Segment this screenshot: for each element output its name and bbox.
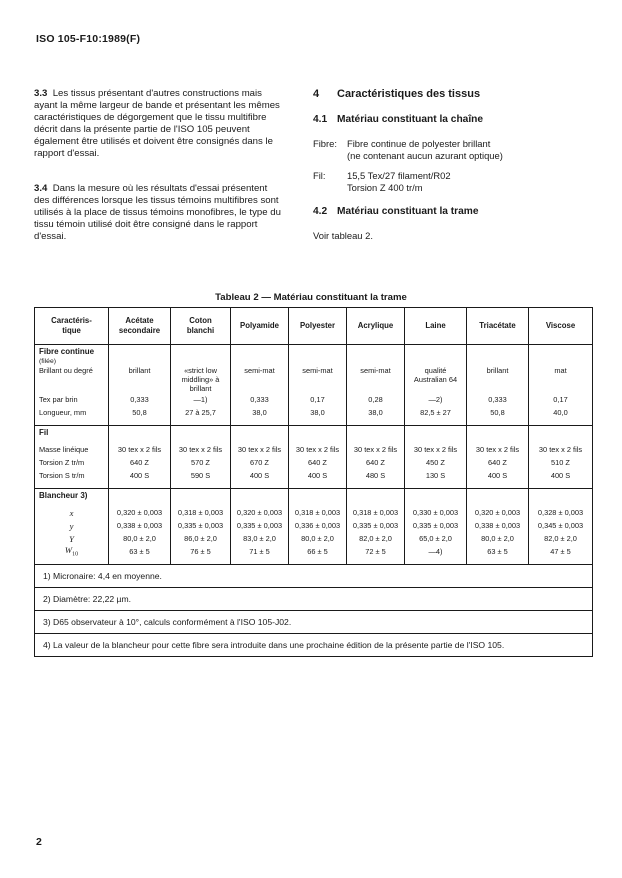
table-cell	[347, 345, 405, 357]
table-footnote-row	[35, 565, 593, 588]
row-label: Torsion Z tr/m	[35, 456, 109, 469]
table-cell: 76 ± 5	[171, 545, 231, 558]
table-cell: 0,333	[231, 393, 289, 406]
table-cell	[529, 489, 593, 501]
table-cell: 570 Z	[171, 456, 231, 469]
table-cell	[171, 345, 231, 357]
table-cell: 0,320 ± 0,003	[231, 506, 289, 519]
table-cell: 83,0 ± 2,0	[231, 532, 289, 545]
table-footnote-row	[35, 634, 593, 657]
row-label: Brillant ou degré	[35, 366, 109, 393]
table-cell: 400 S	[289, 469, 347, 482]
table-cell: 30 tex x 2 fils	[529, 443, 593, 456]
table-cell: 670 Z	[231, 456, 289, 469]
table-cell: 38,0	[231, 406, 289, 419]
table-cell: 400 S	[467, 469, 529, 482]
table-cell: 27 à 25,7	[171, 406, 231, 419]
row-label: Y	[35, 532, 109, 545]
footnote: 4) La valeur de la blancheur pour cette fibre sera introduite dans une prochaine édition de la présente partie de l'ISO 105.	[35, 634, 593, 657]
row-label: Longueur, mm	[35, 406, 109, 419]
section-title: Blancheur 3)	[35, 489, 109, 501]
table-cell	[231, 489, 289, 501]
table-cell: 80,0 ± 2,0	[467, 532, 529, 545]
table-cell	[109, 489, 171, 501]
table-cell: 30 tex x 2 fils	[347, 443, 405, 456]
table-cell: 400 S	[529, 469, 593, 482]
table-cell: 71 ± 5	[231, 545, 289, 558]
row-label: Tex par brin	[35, 393, 109, 406]
section-subtitle-row	[35, 356, 593, 366]
section-subtitle: (filée)	[35, 356, 109, 366]
footnote: 3) D65 observateur à 10°, calculs conformément à l'ISO 105-J02.	[35, 611, 593, 634]
paragraph-number: 3.4	[34, 183, 48, 194]
table-row	[35, 406, 593, 419]
table-cell	[289, 426, 347, 438]
table-cell: 0,335 ± 0,003	[171, 519, 231, 532]
table-cell: 63 ± 5	[467, 545, 529, 558]
table-caption: Tableau 2 — Matériau constituant la trame	[215, 292, 407, 303]
table-cell	[289, 356, 347, 366]
section-fil	[35, 426, 593, 438]
section-heading-4: 4 Caractéristiques des tissus	[313, 88, 481, 100]
section-fibre-continue	[35, 345, 593, 357]
table-cell: brillant	[109, 366, 171, 393]
table-cell	[289, 489, 347, 501]
table-cell	[347, 356, 405, 366]
table-cell: qualité Australian 64	[405, 366, 467, 393]
page-number: 2	[36, 836, 42, 848]
table-cell	[467, 356, 529, 366]
table-cell	[171, 489, 231, 501]
paragraph-3-3	[34, 88, 284, 160]
table-cell	[289, 345, 347, 357]
table-row	[35, 393, 593, 406]
table-cell: 50,8	[109, 406, 171, 419]
row-label: x	[35, 506, 109, 519]
section-heading-4-1: 4.1 Matériau constituant la chaîne	[313, 114, 484, 125]
table-row	[35, 443, 593, 456]
table-cell: 640 Z	[109, 456, 171, 469]
table-header-row	[35, 308, 593, 345]
table-cell: 72 ± 5	[347, 545, 405, 558]
table-cell: 0,338 ± 0,003	[109, 519, 171, 532]
table-cell	[529, 426, 593, 438]
table-cell: 130 S	[405, 469, 467, 482]
table-cell	[405, 356, 467, 366]
definition-value: 15,5 Tex/27 filament/R02 Torsion Z 400 tr/m	[347, 170, 451, 193]
table-cell: 0,330 ± 0,003	[405, 506, 467, 519]
table-body	[35, 345, 593, 657]
table-cell: 82,0 ± 2,0	[347, 532, 405, 545]
material-table	[34, 307, 593, 657]
table-cell: 640 Z	[347, 456, 405, 469]
footnote: 1) Micronaire: 4,4 en moyenne.	[35, 565, 593, 588]
table-row	[35, 456, 593, 469]
table-cell	[171, 356, 231, 366]
table-cell: 30 tex x 2 fils	[405, 443, 467, 456]
table-cell: 0,335 ± 0,003	[347, 519, 405, 532]
table-cell	[347, 489, 405, 501]
section-blancheur	[35, 489, 593, 501]
table-row	[35, 532, 593, 545]
table-row	[35, 545, 593, 558]
table-cell	[467, 426, 529, 438]
document-header: ISO 105-F10:1989(F)	[36, 33, 141, 45]
table-row	[35, 506, 593, 519]
table-cell: 80,0 ± 2,0	[109, 532, 171, 545]
column-header: Triacétate	[467, 308, 529, 345]
section-title: Fil	[35, 426, 109, 438]
table-cell: semi-mat	[231, 366, 289, 393]
definition-value: Fibre continue de polyester brillant (ne contenant aucun azurant optique)	[347, 138, 503, 161]
table-footnote-row	[35, 588, 593, 611]
section-heading-4-2: 4.2 Matériau constituant la trame	[313, 206, 479, 217]
paragraph-text: Dans la mesure où les résultats d'essai présentent des différences lorsque les tissus témoins multifibres sont utilisés à la place de tissus témoins monofibres, le type du tissu témoin utilisé doit être consigné dans le rapport d'essai.	[34, 183, 281, 242]
table-cell	[231, 345, 289, 357]
table-cell: 510 Z	[529, 456, 593, 469]
table-cell	[529, 356, 593, 366]
table-cell	[467, 345, 529, 357]
table-cell: 590 S	[171, 469, 231, 482]
definition-label: Fibre:	[313, 138, 337, 149]
table-cell	[405, 345, 467, 357]
table-cell	[171, 426, 231, 438]
table-cell: —2)	[405, 393, 467, 406]
table-cell: 450 Z	[405, 456, 467, 469]
column-header: Caractéris- tique	[35, 308, 109, 345]
table-cell: —4)	[405, 545, 467, 558]
table-cell: 65,0 ± 2,0	[405, 532, 467, 545]
table-cell	[405, 426, 467, 438]
table-cell	[109, 345, 171, 357]
table-cell: 30 tex x 2 fils	[109, 443, 171, 456]
table-cell: 0,333	[467, 393, 529, 406]
table-cell: 0,338 ± 0,003	[467, 519, 529, 532]
table-cell: brillant	[467, 366, 529, 393]
table-cell: «strict low middling» à brillant	[171, 366, 231, 393]
paragraph-text: Les tissus présentant d'autres constructions mais ayant la même largeur de bande et présentant les mêmes caractéristiques de dégorgement que le tissu multifibre décrit dans la présente partie de l'ISO 105 peuvent également être utilisés et doivent être consignés dans le rapport d'essai.	[34, 88, 280, 159]
row-label: Torsion S tr/m	[35, 469, 109, 482]
table-cell: 50,8	[467, 406, 529, 419]
table-cell: 63 ± 5	[109, 545, 171, 558]
row-label: $W_{10}$	[35, 545, 109, 558]
table-cell: 82,5 ± 27	[405, 406, 467, 419]
table-cell	[109, 426, 171, 438]
table-cell: 30 tex x 2 fils	[231, 443, 289, 456]
table-cell: 0,335 ± 0,003	[405, 519, 467, 532]
table-cell: 400 S	[109, 469, 171, 482]
table-cell: 82,0 ± 2,0	[529, 532, 593, 545]
table-cell: 0,17	[529, 393, 593, 406]
table-cell: 400 S	[231, 469, 289, 482]
definition-label: Fil:	[313, 170, 326, 181]
table-row	[35, 519, 593, 532]
table-cell: 86,0 ± 2,0	[171, 532, 231, 545]
table-cell: 0,345 ± 0,003	[529, 519, 593, 532]
table-cell: 0,28	[347, 393, 405, 406]
table-cell: mat	[529, 366, 593, 393]
table-cell	[231, 356, 289, 366]
table-cell: 0,17	[289, 393, 347, 406]
table-cell: 40,0	[529, 406, 593, 419]
column-header: Laine	[405, 308, 467, 345]
table-cell: 66 ± 5	[289, 545, 347, 558]
table-cell: 0,320 ± 0,003	[467, 506, 529, 519]
table-cell: 0,318 ± 0,003	[289, 506, 347, 519]
row-label: Masse linéique	[35, 443, 109, 456]
table-cell: 0,318 ± 0,003	[347, 506, 405, 519]
paragraph-number: 3.3	[34, 88, 48, 99]
table-cell: semi-mat	[347, 366, 405, 393]
footnote: 2) Diamètre: 22,22 µm.	[35, 588, 593, 611]
table-cell	[467, 489, 529, 501]
table-cell	[529, 345, 593, 357]
table-cell: 30 tex x 2 fils	[467, 443, 529, 456]
column-header: Coton blanchi	[171, 308, 231, 345]
table-cell: 38,0	[347, 406, 405, 419]
table-row	[35, 469, 593, 482]
column-header: Acétate secondaire	[109, 308, 171, 345]
see-table-reference: Voir tableau 2.	[313, 230, 373, 241]
table-cell	[231, 426, 289, 438]
table-cell	[109, 356, 171, 366]
table-cell: 0,333	[109, 393, 171, 406]
table-cell: 0,335 ± 0,003	[231, 519, 289, 532]
section-title: Fibre continue	[35, 345, 109, 357]
column-header: Polyamide	[231, 308, 289, 345]
table-cell: 640 Z	[467, 456, 529, 469]
table-row	[35, 366, 593, 393]
table-cell: 30 tex x 2 fils	[171, 443, 231, 456]
table-cell: 640 Z	[289, 456, 347, 469]
table-cell: semi-mat	[289, 366, 347, 393]
paragraph-3-4	[34, 183, 284, 243]
table-cell: 47 ± 5	[529, 545, 593, 558]
table-cell: 38,0	[289, 406, 347, 419]
table-cell: 0,318 ± 0,003	[171, 506, 231, 519]
table-cell: 0,328 ± 0,003	[529, 506, 593, 519]
table-cell: 480 S	[347, 469, 405, 482]
table-cell	[347, 426, 405, 438]
column-header: Viscose	[529, 308, 593, 345]
column-header: Polyester	[289, 308, 347, 345]
table-footnote-row	[35, 611, 593, 634]
row-label: y	[35, 519, 109, 532]
table-cell: 80,0 ± 2,0	[289, 532, 347, 545]
table-cell	[405, 489, 467, 501]
table-cell: —1)	[171, 393, 231, 406]
table-cell: 0,320 ± 0,003	[109, 506, 171, 519]
table-cell: 0,336 ± 0,003	[289, 519, 347, 532]
table-cell: 30 tex x 2 fils	[289, 443, 347, 456]
column-header: Acrylique	[347, 308, 405, 345]
